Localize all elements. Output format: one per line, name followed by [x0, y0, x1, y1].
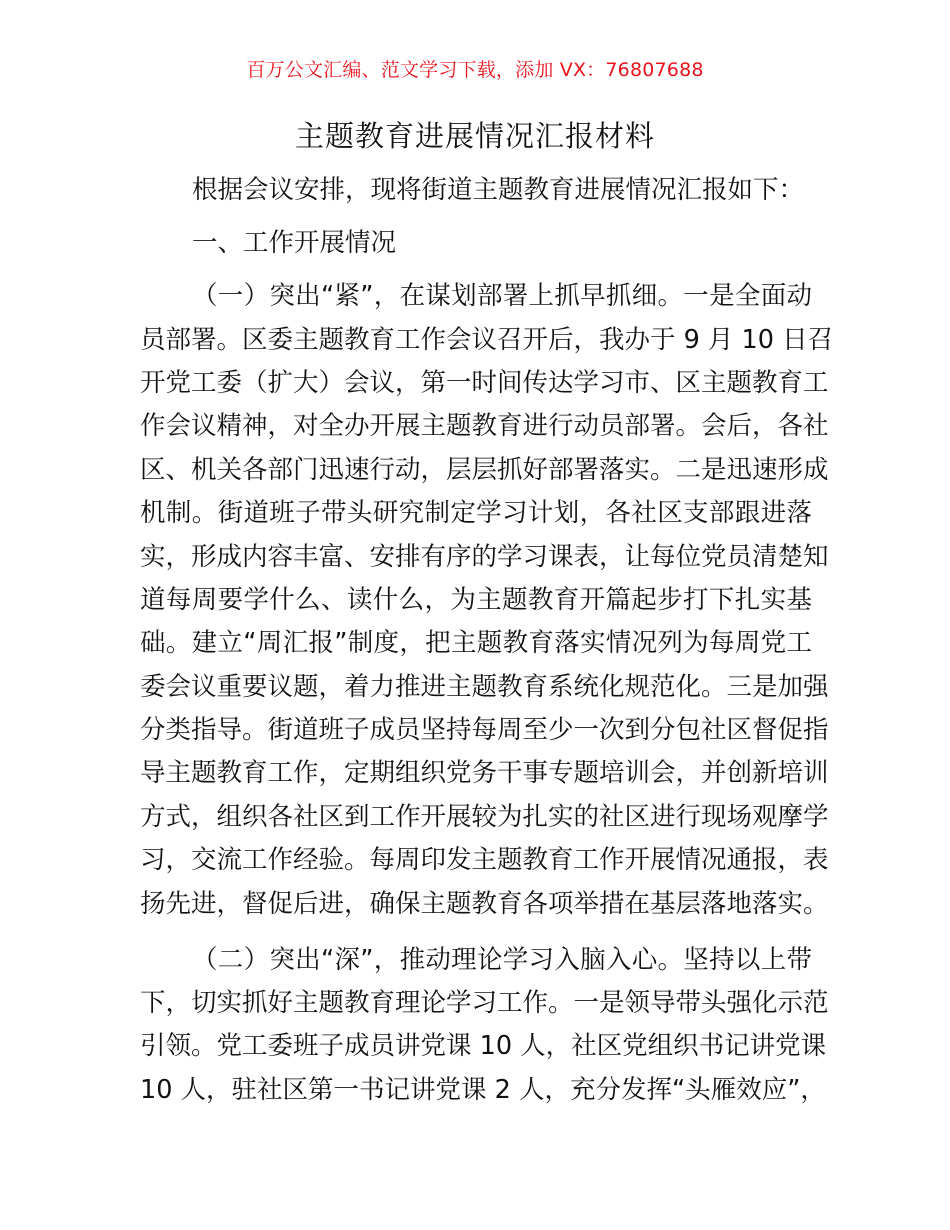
intro-text: 根据会议安排，现将街道主题教育进展情况汇报如下： [192, 175, 805, 205]
watermark-banner: 百万公文汇编、范文学习下载，添加 VX：76807688 [246, 59, 704, 81]
paragraph-line: 分类指导。街道班子成员坚持每周至少一次到分包社区督促指 [140, 715, 829, 745]
paragraph-line: （一）突出“紧”，在谋划部署上抓早抓细。一是全面动 [192, 281, 812, 311]
paragraph-line: 下，切实抓好主题教育理论学习工作。一是领导带头强化示范 [140, 988, 829, 1018]
paragraph-line: 导主题教育工作，定期组织党务干事专题培训会，并创新培训 [140, 758, 829, 788]
paragraph-line: 础。建立“周汇报”制度，把主题教育落实情况列为每周党工 [140, 628, 812, 658]
paragraph-line: （二）突出“深”，推动理论学习入脑入心。坚持以上带 [192, 945, 812, 975]
paragraph-line: 区、机关各部门迅速行动，层层抓好部署落实。二是迅速形成 [140, 455, 829, 485]
document-title: 主题教育进展情况汇报材料 [294, 119, 655, 153]
paragraph-line: 实，形成内容丰富、安排有序的学习课表，让每位党员清楚知 [140, 542, 829, 572]
paragraph-line: 机制。街道班子带头研究制定学习计划，各社区支部跟进落 [140, 498, 812, 528]
paragraph-line: 作会议精神，对全办开展主题教育进行动员部署。会后，各社 [140, 411, 829, 441]
paragraph-line: 10 人，驻社区第一书记讲党课 2 人，充分发挥“头雁效应”， [140, 1075, 826, 1105]
paragraph-line: 方式，组织各社区到工作开展较为扎实的社区进行现场观摩学 [140, 802, 829, 832]
paragraph-line: 开党工委（扩大）会议，第一时间传达学习市、区主题教育工 [140, 368, 829, 398]
paragraph-line: 习，交流工作经验。每周印发主题教育工作开展情况通报，表 [140, 845, 829, 875]
paragraph-line: 员部署。区委主题教育工作会议召开后，我办于 9 月 10 日召 [140, 325, 834, 355]
paragraph-line: 引领。党工委班子成员讲党课 10 人，社区党组织书记讲党课 [140, 1031, 827, 1061]
paragraph-line: 扬先进，督促后进，确保主题教育各项举措在基层落地落实。 [140, 889, 829, 919]
paragraph-line: 道每周要学什么、读什么，为主题教育开篇起步打下扎实基 [140, 585, 812, 615]
section-heading: 一、工作开展情况 [192, 228, 397, 258]
paragraph-line: 委会议重要议题，着力推进主题教育系统化规范化。三是加强 [140, 672, 829, 702]
